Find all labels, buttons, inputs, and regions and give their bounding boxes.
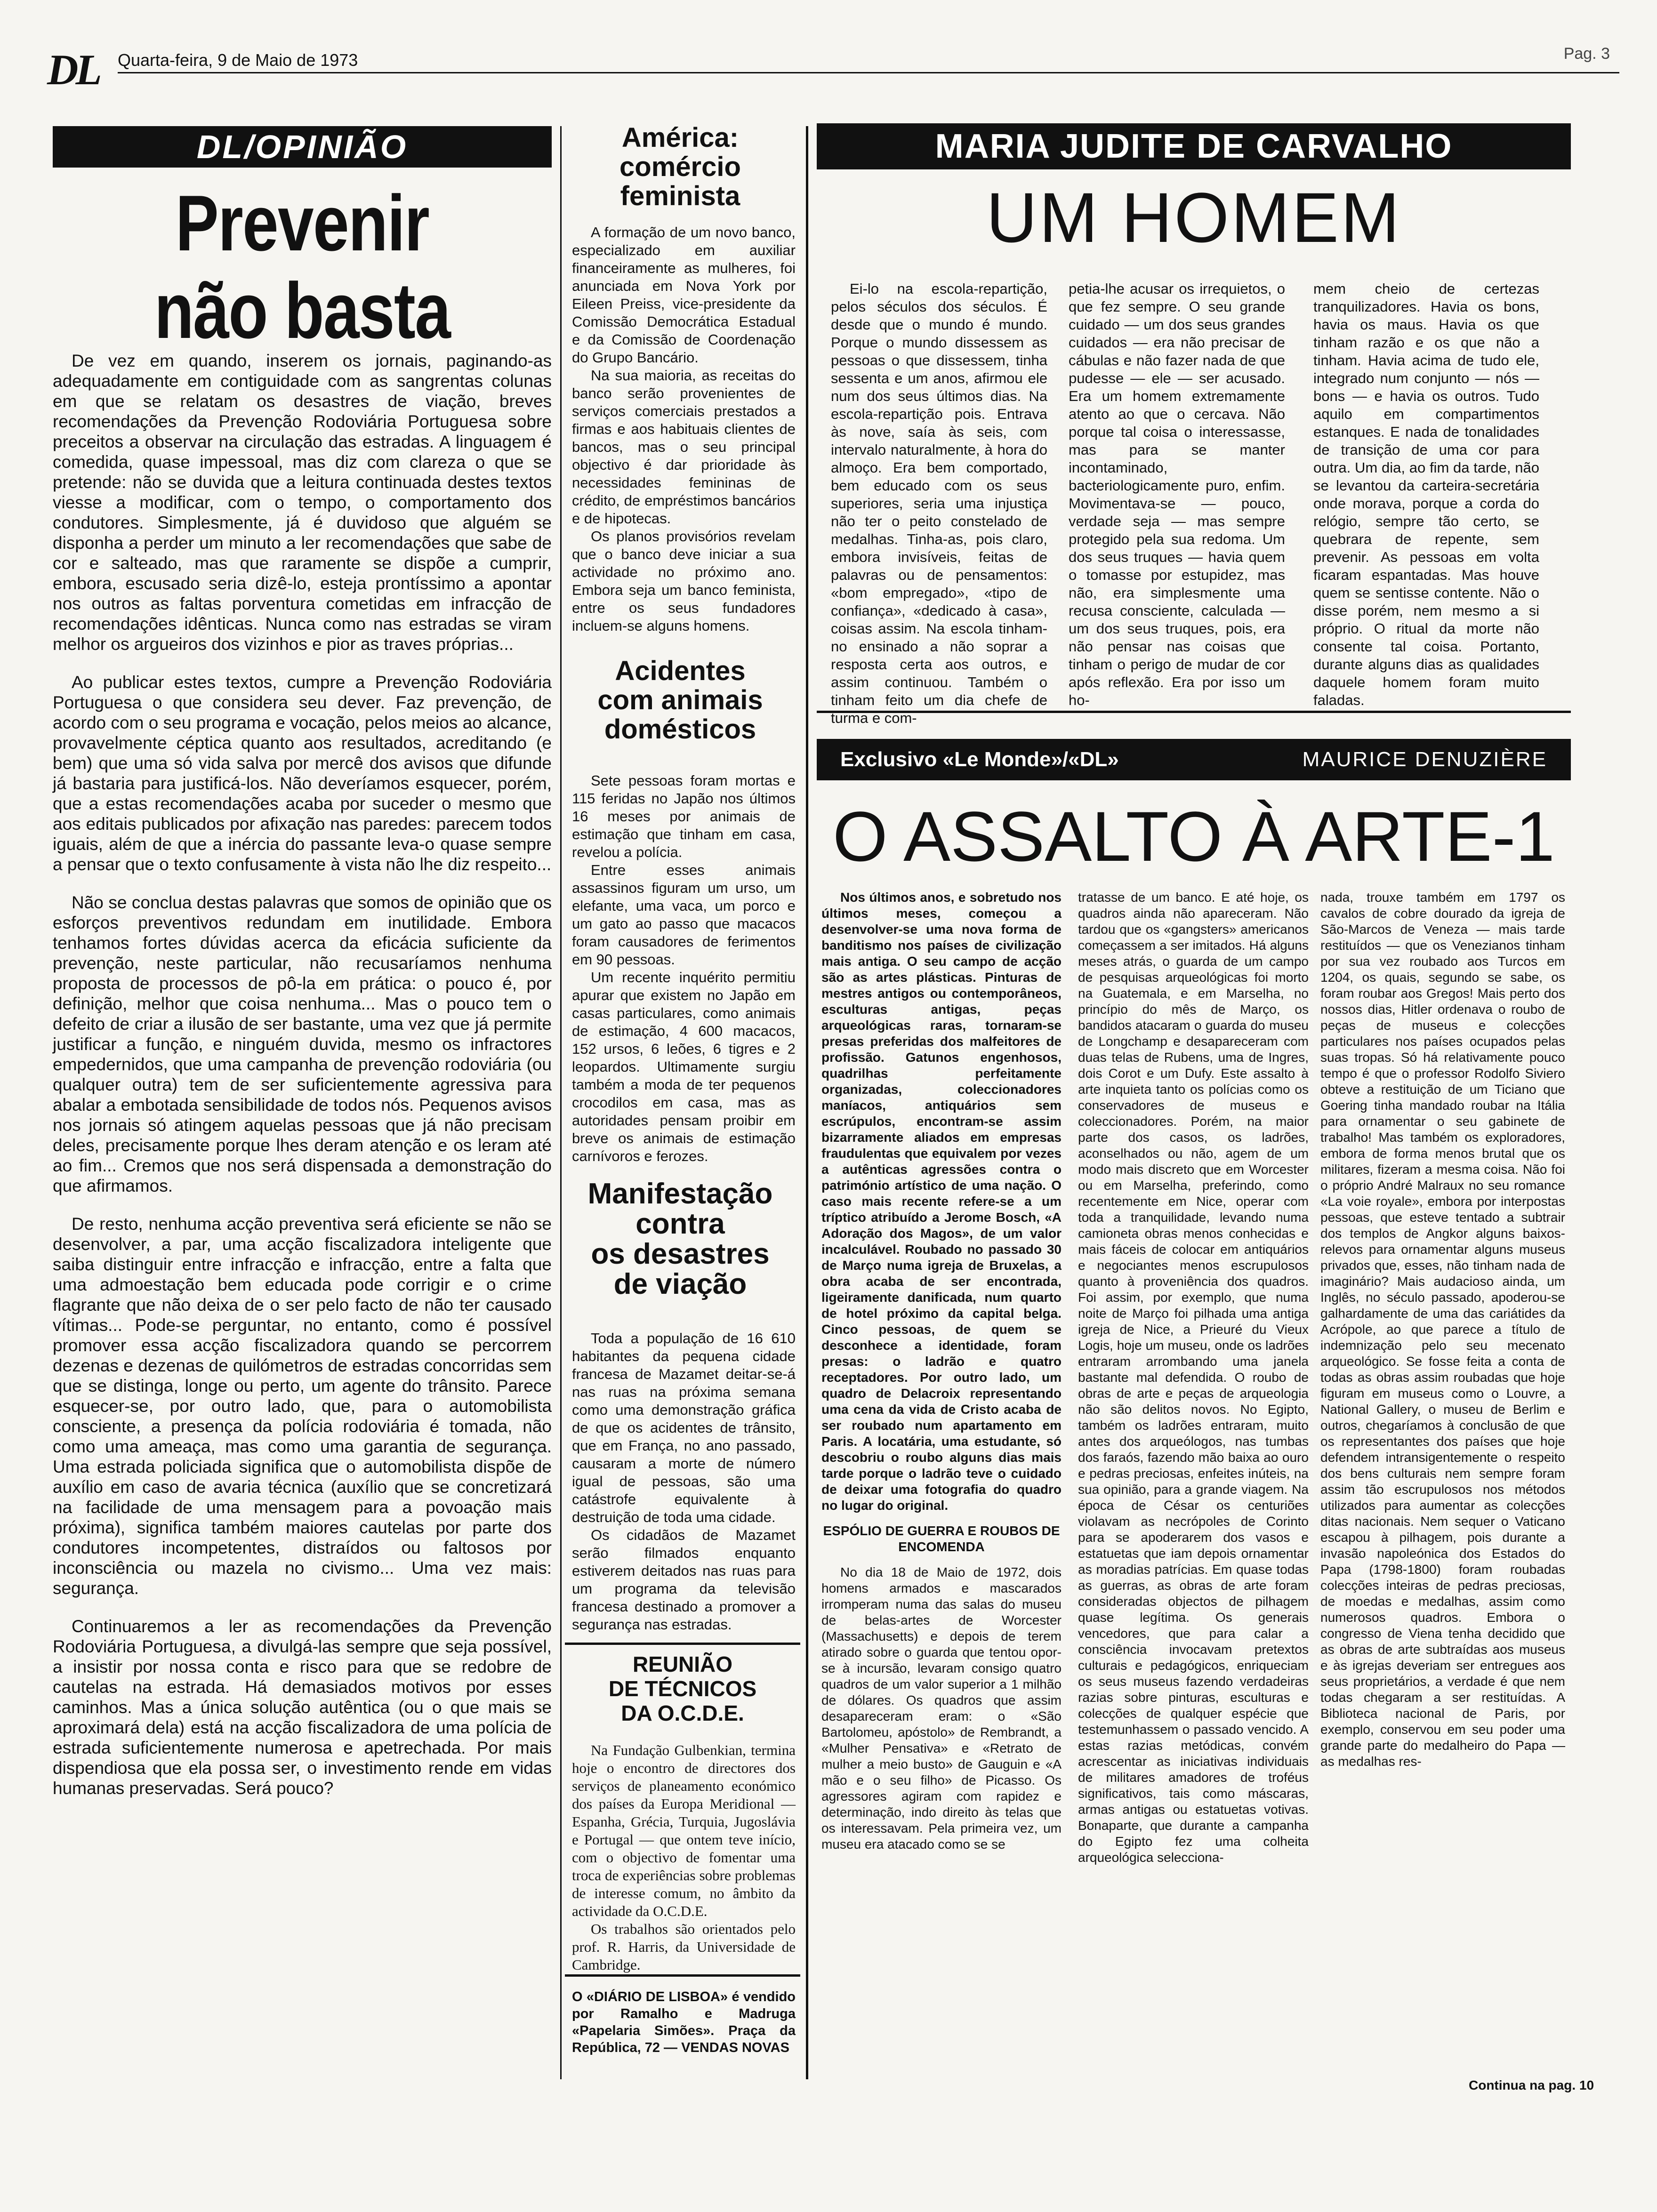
opiniao-section-label: DL/OPINIÃO xyxy=(196,128,408,165)
homem-col-2 xyxy=(1069,280,1285,709)
vendas-top-rule xyxy=(565,1974,800,1977)
manifestacao-body xyxy=(572,1330,796,1634)
manifestacao-paragraph: Os cidadãos de Mazamet serão filmados enquanto estiverem deitados nas ruas para um programa da televisão francesa destinado a promover a segurança nas estradas. xyxy=(572,1527,796,1633)
homem-col-1 xyxy=(831,280,1047,727)
homem-text: petia-lhe acusar os irrequietos, o que fez sempre. O seu grande cuidado — um dos seus grandes cuidados — era não precisar de cábulas e não fazer nada de que pudesse — ele — ser acusado. Era um homem extremamente atento ao que o cercava. Não porque tal coisa o interessasse, mas para se manter incontaminado, bacteriologicamente puro, enfim. Movimentava-se — pouco, verdade seja — mas sempre protegido pela sua redoma. Um dos seus truques — havia quem o tomasse por estupidez, mas não, era simplesmente uma recusa consciente, calculada — um dos seus truques, pois, era não pensar nas coisas que tinham o perigo de mudar de cor após reflexão. Era por isso um ho- xyxy=(1069,281,1285,708)
vendas-notice-text: O «DIÁRIO DE LISBOA» é vendido por Ramalho e Madruga «Papelaria Simões». Praça da República, 72 — VENDAS NOVAS xyxy=(572,1989,796,2055)
homem-headline xyxy=(817,178,1571,257)
manifestacao-headline-line3: os desastres xyxy=(591,1238,770,1270)
assalto-kicker-banner xyxy=(817,739,1571,780)
opiniao-paragraph: De resto, nenhuma acção preventiva será eficiente se não se desenvolver, a par, uma acção fiscalizadora inteligente que saiba distinguir entre infracção e infracção, entre a falta que uma admoestação bem educada pode corrigir e o crime flagrante que não deixa de o ser pelo facto de não ter causado vítimas... Pode-se perguntar, no entanto, como é possível promover essa acção fiscalizadora quando se percorrem dezenas e dezenas de quilómetros de estradas concorridas sem que se distinga, longe ou perto, um agente do trânsito. Parece esquecer-se, por outro lado, que, para o automobilista consciente, a presença da polícia rodoviária é tomada, não como uma ameaça, mas como uma garantia de segurança. Uma estrada policiada significa que o automobilista dispõe de auxílio em caso de avaria técnica (auxílio que se concretizará na facilidade de uma mensagem para a povoação mais próxima), significa também maiores cautelas por parte dos condutores incompetentes, distraídos ou faltosos por inconsciência ou mazela no civismo... Uma vez mais: segurança. xyxy=(53,1214,552,1598)
america-body xyxy=(572,224,796,635)
manifestacao-headline-line2: contra xyxy=(635,1208,725,1240)
reuniao-body xyxy=(572,1741,796,1974)
column-divider-left xyxy=(560,126,562,2079)
assalto-col-3 xyxy=(1320,890,1565,1770)
opiniao-headline xyxy=(97,179,507,355)
continued-note xyxy=(1469,2078,1594,2093)
masthead-rule xyxy=(118,72,1619,73)
opiniao-headline-line2: não basta xyxy=(154,266,450,355)
assalto-text: tratasse de um banco. E até hoje, os quadros ainda não apareceram. Não tardou que os «gangsters» americanos começassem a ser imitados. Há alguns meses atrás, o guarda de um campo de pesquisas arqueológicas foi morto na Guatemala, e em Marselha, no princípio do mês de Março, os bandidos atacaram o guarda do museu de Longchamp e desapareceram com duas telas de Rubens, uma de Ingres, dois Corot e um Dufy. Este assalto à arte inquieta tanto os polícias como os conservadores de museus e coleccionadores. Porém, na maior parte dos casos, os ladrões, aconselhados ou não, agem de um modo mais discreto que em Worcester ou em Marselha, preferindo, como recentemente em Nice, operar com toda a tranquilidade, levando numa camioneta obras menos conhecidas e mais fáceis de colocar em antiquários e negociantes menos escrupulosos quanto à proveniência dos quadros. Foi assim, por exemplo, que numa noite de Março foi pilhada uma antiga igreja de Nice, a Prieuré du Vieux Logis, hoje um museu, onde os ladrões entraram arrombando uma janela bastante mal defendida. O roubo de obras de arte e peças de arqueologia não são delitos novos. No Egipto, também os ladrões entraram, muito antes dos arqueólogos, nas tumbas dos faraós, fazendo mão baixa ao ouro e pedras preciosas, enfeites inúteis, na sua opinião, para a grande viagem. Na época de César os centuriões violavam as necrópoles de Corinto para se apoderarem dos vasos e estatuetas que iam depois ornamentar as moradias patrícias. Em quase todas as guerras, as obras de arte foram consideradas objectos de pilhagem quase legítima. Os generais vencedores, que para calar a consciência invocavam pretextos culturais e pedagógicos, enriqueciam os seus museus fazendo verdadeiras razias sobre pinturas, esculturas e colecções de qualquer espécie que testemunhassem o passado vencido. A estas razias metódicas, convém acrescentar as iniciativas individuais de militares amadores de troféus significativos, tais como máscaras, armas antigas ou estatuetas votivas. Bonaparte, que durante a campanha do Egipto fez uma colheita arqueológica selecciona- xyxy=(1078,890,1309,1865)
opiniao-paragraph: De vez em quando, inserem os jornais, paginando-as adequadamente em contiguidade com as sangrentas colunas em que se relatam os desastres de viação, breves recomendações da Prevenção Rodoviária Portuguesa sobre preceitos a observar na circulação das estradas. A linguagem é comedida, quase impessoal, mas diz com clareza o que se pretende: não se duvida que a leitura continuada destes textos viesse a modificar, com o tempo, o comportamento dos condutores. Simplesmente, já é duvidoso que alguém se disponha a perder um minuto a ler recomendações que sabe de cor e salteado, mas que raramente se dispõe a cumprir, embora, escusado seria dizê-lo, esteja prontíssimo a apontar nos outros as faltas porventura cometidas em infracção de recomendações idênticas. Nunca como nas estradas se viram melhor os argueiros dos vizinhos e pior as traves próprias... xyxy=(53,351,552,654)
assalto-kicker: Exclusivo «Le Monde»/«DL» xyxy=(840,748,1119,771)
column-divider-right xyxy=(806,126,808,2079)
homem-text: mem cheio de certezas tranquilizadores. Havia os bons, havia os maus. Havia os que tinham razão e os que não a tinham. Havia acima de tudo ele, integrado num conjunto — nós — bons — e havia os outros. Tudo aquilo em compartimentos estanques. E nada de tonalidades de transição de uma cor para outra. Um dia, ao fim da tarde, não se levantou da carteira-secretária onde morava, porque a corda do relógio, sempre tão certo, se quebrara de repente, sem prevenir. As pessoas em volta ficaram espantadas. Mas houve quem se sentisse contente. Não o disse porém, nem mesmo a si próprio. O ritual da morte não consente tal coisa. Portanto, durante alguns dias as qualidades daquele homem foram muito faladas. xyxy=(1313,281,1539,708)
reuniao-headline-line3: DA O.C.D.E. xyxy=(621,1701,744,1725)
acidentes-headline-line3: domésticos xyxy=(604,714,756,745)
acidentes-paragraph: Sete pessoas foram mortas e 115 feridas no Japão nos últimos 16 meses por animais de estimação que tinham em casa, revelou a polícia. xyxy=(572,772,796,860)
masthead xyxy=(47,45,1619,94)
assalto-text: nada, trouxe também em 1797 os cavalos de cobre dourado da igreja de São-Marcos de Veneza — mais tarde restituídos — que os Venezianos tinham por sua vez roubado aos Turcos em 1204, os quais, segundo se sabe, os foram roubar aos Gregos! Mais perto dos nossos dias, Hitler ordenava o roubo de peças de museus e colecções particulares nos países ocupados pelas suas tropas. Só há relativamente pouco tempo é que o professor Rodolfo Siviero obteve a restituição de um Ticiano que Goering tinha mandado roubar na Itália para ornamentar o seu gabinete de trabalho! Mas também os exploradores, embora de forma menos brutal que os militares, fizeram a mesma coisa. Não foi o próprio André Malraux no seu romance «La voie royale», embora por interpostas pessoas, que esteve tentado a subtrair dos templos de Angkor alguns baixos-relevos para ornamentar alguns museus privados que, esses, não tinham nada de imaginário? Mais audacioso ainda, um Inglês, no século passado, apoderou-se galhardamente de uma das cariátides da Acrópole, ao que parece a título de indemnização pelo seu mecenato arqueológico. Se fosse feita a conta de todas as obras assim roubadas que hoje figuram em museus como o Louvre, a National Gallery, o museu de Berlim e outros, chegaríamos à conclusão de que os representantes dos países que hoje defendem intransigentemente o respeito dos bens culturais nem sempre foram assim tão escrupulosos nos métodos utilizados para aumentar as colecções ditas nacionais. Nem sequer o Vaticano escapou à pilhagem, pois durante a invasão napoleónica dos Estados do Papa (1798-1800) foram roubadas colecções inteiras de pedras preciosas, de moedas e medalhas, assim como numerosos quadros. Embora o congresso de Viena tenha decidido que as obras de arte subtraídas aos museus e às igrejas deveriam ser entregues aos seus proprietários, a verdade é que nem todas chegaram a ser restituídas. A Biblioteca nacional de Paris, por exemplo, conservou em seu poder uma grande parte do medalheiro do Papa — as medalhas res- xyxy=(1320,890,1565,1769)
america-paragraph: Na sua maioria, as receitas do banco serão provenientes de serviços comerciais prestados a firmas e aos habituais clientes de bancos, mas o seu principal objectivo é dar prioridade às necessidades femininas de crédito, de empréstimos bancários e de hipotecas. xyxy=(572,367,796,527)
assalto-lead: Nos últimos anos, e sobretudo nos últimos meses, começou a desenvolver-se uma nova forma de banditismo nos países de civilização mais antiga. O seu campo de acção são as artes plásticas. Pinturas de mestres antigos ou contemporâneos, esculturas antigas, peças arqueológicas raras, tornaram-se presas preferidas dos malfeitores de profissão. Gatunos engenhosos, quadrilhas perfeitamente organizadas, coleccionadores maníacos, antiquários sem escrúpulos, encontram-se assim bizarramente aliados em empresas fraudulentas que equivalem por vezes a autênticas agressões contra o património artístico de uma nação. O caso mais recente refere-se a um tríptico atribuído a Jerome Bosch, «A Adoração dos Magos», de um valor incalculável. Roubado no passado 30 de Março numa igreja de Bruxelas, a obra acaba de ser encontrada, ligeiramente danificada, num quarto de hotel próximo da capital belga. Cinco pessoas, de quem se desconhece a identidade, foram presas: o ladrão e quatro receptadores. Por outro lado, um quadro de Delacroix representando uma cena da vida de Cristo acaba de ser roubado num apartamento em Paris. A locatária, uma estudante, só descobriu o roubo alguns dias mais tarde porque o ladrão teve o cuidado de deixar uma fotografia do quadro no lugar do original. xyxy=(821,890,1062,1513)
opiniao-body xyxy=(53,351,552,1798)
assalto-headline xyxy=(817,795,1571,878)
acidentes-paragraph: Entre esses animais assassinos figuram um urso, um elefante, uma vaca, um porco e um gato ao passo que macacos foram causadores de ferimentos em 90 pessoas. xyxy=(572,862,796,968)
opiniao-paragraph: Ao publicar estes textos, cumpre a Prevenção Rodoviária Portuguesa o que considera seu dever. Faz prevenção, de acordo com o seu programa e vocação, pelos meios ao alcance, provavelmente céptica quanto aos resultados, acreditando (e bem) que uma só vida salva por mercê dos avisos que difunde já bastaria para justificá-los. Não deveríamos esquecer, porém, que a estas recomendações acaba por suceder o mesmo que aos editais publicados por afixação nas paredes: parecem todos iguais, além de que a inércia do passante leva-o quase sempre a pensar que o texto confusamente à vista não lhe diz respeito... xyxy=(53,673,552,874)
assalto-headline-text: O ASSALTO À ARTE-1 xyxy=(833,797,1555,876)
homem-author-banner xyxy=(817,123,1571,169)
opiniao-paragraph: Não se conclua destas palavras que somos de opinião que os esforços preventivos redundam em inutilidade. Embora tenhamos fortes dúvidas acerca da eficácia suficiente da prevenção, neste particular, não recusaríamos nenhuma proposta de processos de pô-la em prática: o pouco é, por definição, melhor que coisa nenhuma... Mas o pouco tem o defeito de criar a ilusão de ser bastante, uma vez que já permite justificar a função, e ninguém duvida, mesmo os infractores empedernidos, que uma campanha de prevenção rodoviária (ou qualquer outra) tem de ser suficientemente agressiva para abalar a embotada sensibilidade de todos nós. Pequenos avisos nos jornais só atingem aquelas pessoas que já não precisam deles, precisamente porque lhes deram atenção e os leram até ao fim... Cremos que nos será dispensada a demonstração do que afirmamos. xyxy=(53,893,552,1195)
america-paragraph: Os planos provisórios revelam que o banco deve iniciar a sua actividade no próximo ano. Embora seja um banco feminista, entre os seus fundadores incluem-se alguns homens. xyxy=(572,528,796,634)
manifestacao-paragraph: Toda a população de 16 610 habitantes da pequena cidade francesa de Mazamet deitar-se-á nas ruas na próxima semana como uma demonstração gráfica de que os acidentes de trânsito, que em França, no ano passado, causaram a morte de número igual de pessoas, são uma catástrofe equivalente à destruição de toda uma cidade. xyxy=(572,1330,796,1525)
assalto-subhead: ESPÓLIO DE GUERRA E ROUBOS DE ENCOMENDA xyxy=(823,1523,1060,1554)
acidentes-headline-line2: com animais xyxy=(597,685,763,715)
reuniao-headline xyxy=(565,1652,800,1725)
america-headline xyxy=(565,123,796,211)
assalto-col-2 xyxy=(1078,890,1309,1866)
reuniao-paragraph: Na Fundação Gulbenkian, termina hoje o encontro de directores dos serviços de planeamento económico dos países da Europa Meridional — Espanha, Grécia, Turquia, Jugoslávia e Portugal — que ontem teve início, com o objectivo de fomentar uma troca de experiências sobre problemas de interesse comum, no âmbito da actividade da O.C.D.E. xyxy=(572,1742,796,1919)
reuniao-headline-line2: DE TÉCNICOS xyxy=(608,1676,757,1701)
homem-headline-text: UM HOMEM xyxy=(986,178,1401,257)
manifestacao-headline xyxy=(565,1179,796,1299)
acidentes-headline-line1: Acidentes xyxy=(615,656,746,686)
continued-note-text: Continua na pag. 10 xyxy=(1469,2078,1594,2092)
opiniao-headline-line1: Prevenir xyxy=(175,179,429,267)
reuniao-paragraph: Os trabalhos são orientados pelo prof. R. Harris, da Universidade de Cambridge. xyxy=(572,1921,796,1973)
acidentes-paragraph: Um recente inquérito permitiu apurar que existem no Japão em casas particulares, como animais de estimação, 4 600 macacos, 152 ursos, 6 leões, 6 tigres e 2 leopardos. Ultimamente surgiu também a moda de ter pequenos crocodilos em casa, mas as autoridades pensam proibir em breve os animais de estimação carnívoros e ferozes. xyxy=(572,969,796,1164)
manifestacao-headline-line4: de viação xyxy=(613,1268,747,1300)
opiniao-section-banner xyxy=(53,126,552,168)
homem-col-3 xyxy=(1313,280,1539,709)
acidentes-body xyxy=(572,772,796,1165)
vendas-notice xyxy=(572,1988,796,2056)
america-headline-line1: América: xyxy=(621,122,739,153)
issue-date: Quarta-feira, 9 de Maio de 1973 xyxy=(118,50,358,70)
acidentes-headline xyxy=(565,657,796,744)
opiniao-paragraph: Continuaremos a ler as recomendações da Prevenção Rodoviária Portuguesa, a divulgá-las sempre que seja possível, a insistir por nossa conta e risco para que se redobre de cautelas na estrada. Há demasiados motivos por esses caminhos. Mas a única solução autêntica (ou o que mais se aproximará dela) está na acção fiscalizadora de uma polícia de estrada suficientemente numerosa e apetrechada. Por mais dispendiosa que ela possa ser, o investimento rende em vidas humanas preservadas. Será pouco? xyxy=(53,1617,552,1798)
newspaper-logo: DL xyxy=(47,46,99,94)
page-number: Pag. 3 xyxy=(1563,45,1610,63)
america-paragraph: A formação de um novo banco, especializado em auxiliar financeiramente as mulheres, foi anunciada em Nova York por Eileen Preiss, vice-presidente da Comissão Democrática Estadual e da Comissão de Coordenação do Grupo Bancário. xyxy=(572,224,796,366)
assalto-col-1 xyxy=(821,890,1062,1852)
section-divider xyxy=(817,711,1571,713)
manifestacao-headline-line1: Manifestação xyxy=(587,1178,773,1210)
reuniao-top-rule xyxy=(565,1643,800,1645)
homem-text: Ei-lo na escola-repartição, pelos séculos dos séculos. É desde que o mundo é mundo. Porque o mundo dissessem as pessoas o que dissessem, tinha sessenta e um anos, afirmou ele num dos seus últimos dias. Na escola-repartição pois. Entrava às nove, saía às seis, com intervalo naturalmente, à hora do almoço. Era bem comportado, bem educado com os seus superiores, seria uma injustiça não ter o peito constelado de medalhas. Tinha-as, pois claro, embora invisíveis, feitas de palavras ou de pensamentos: «bom empregado», «tipo de confiança», «dedicado à casa», coisas assim. Na escola tinham-no ensinado a não soprar a resposta certa aos outros, e assim continuou. Também o tinham feito um dia chefe de turma e com- xyxy=(831,281,1047,726)
assalto-text: No dia 18 de Maio de 1972, dois homens armados e mascarados irromperam numa das salas do museu de belas-artes de Worcester (Massachusetts) e depois de terem atirado sobre o guarda que tentou opor-se à incursão, levaram consigo quatro quadros de um valor superior a 1 milhão de dólares. Os quadros que assim desapareceram eram: o «São Bartolomeu, apóstolo» de Rembrandt, a «Mulher Pensativa» e «Retrato de mulher a meio busto» de Gauguin e «A mão e o seu filho» de Picasso. Os agressores agiram com rapidez e determinação, indo direito às telas que os interessavam. Pela primeira vez, um museu era atacado como se se xyxy=(821,1565,1062,1851)
assalto-author: MAURICE DENUZIÈRE xyxy=(1302,748,1547,771)
america-headline-line3: feminista xyxy=(620,181,740,211)
america-headline-line2: comércio xyxy=(619,152,741,182)
homem-author-name: MARIA JUDITE DE CARVALHO xyxy=(935,128,1453,165)
reuniao-headline-line1: REUNIÃO xyxy=(632,1652,733,1676)
